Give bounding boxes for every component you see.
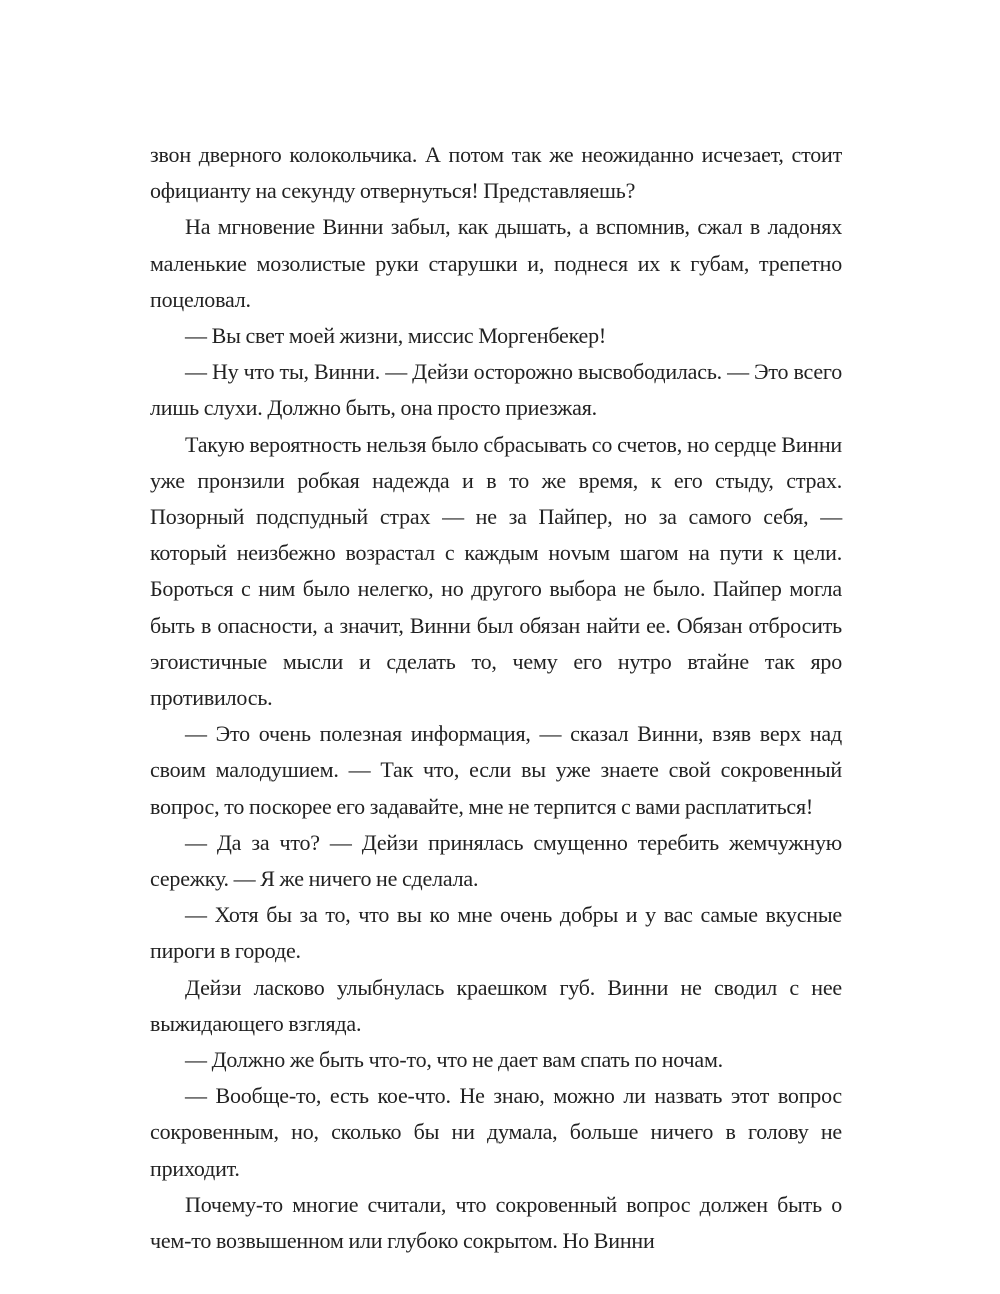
paragraph: звон дверного колокольчика. А потом так же неожиданно исчезает, стоит официанту на секунду отвернуться! Представляешь? <box>150 142 842 204</box>
paragraph: — Это очень полезная информация, — сказал Винни, взяв верх над своим малодушием. — Так что, если вы уже знаете свой сокровенный вопрос, то поскорее его задавайте, мне не терпится с вами расплатиться! <box>150 721 842 819</box>
paragraph: — Хотя бы за то, что вы ко мне очень добры и у вас самые вкусные пироги в городе. <box>150 902 842 964</box>
book-page <box>150 137 842 1259</box>
paragraph: — Да за что? — Дейзи принялась смущенно теребить жемчужную сережку. — Я же ничего не сделала. <box>150 829 842 892</box>
paragraph: — Ну что ты, Винни. — Дейзи осторожно высвободилась. — Это всего лишь слухи. Должно быть, она просто приезжая. <box>150 359 842 421</box>
paragraph: Дейзи ласково улыбнулась краешком губ. Винни не сводил с нее выжидающего взгляда. <box>150 974 842 1036</box>
paragraph: На мгновение Винни забыл, как дышать, а вспомнив, сжал в ладонях маленькие мозолистые руки старушки и, поднеся их к губам, трепетно поцеловал. <box>150 214 842 312</box>
paragraph: — Вообще-то, есть кое-что. Не знаю, можно ли назвать этот вопрос сокровенным, но, сколько бы ни думала, больше ничего в голову не приходит. <box>150 1083 842 1181</box>
paragraph: Такую вероятность нельзя было сбрасывать со счетов, но сердце Винни уже пронзили робкая надежда и в то же время, к его стыду, страх. Позорный подспудный страх — не за Пайпер, но за самого себя, — который неизбежно возрастал с каждым ноvым шагом на пути к цели. Бороться с ним было нелегко, но другого выбора не было. Пайпер могла быть в опасности, а значит, Винни был обязан найти ее. Обязан отбросить эгоистичные мысли и сделать то, чему его нутро втайне так яро противилось. <box>150 431 842 711</box>
paragraph: — Вы свет моей жизни, миссис Моргенбекер! <box>185 323 607 349</box>
paragraph: Почему-то многие считали, что сокровенный вопрос должен быть о чем-то возвышенном или глубоко сокрытом. Но Винни <box>150 1191 842 1254</box>
paragraph: — Должно же быть что-то, что не дает вам спать по ночам. <box>185 1047 723 1073</box>
